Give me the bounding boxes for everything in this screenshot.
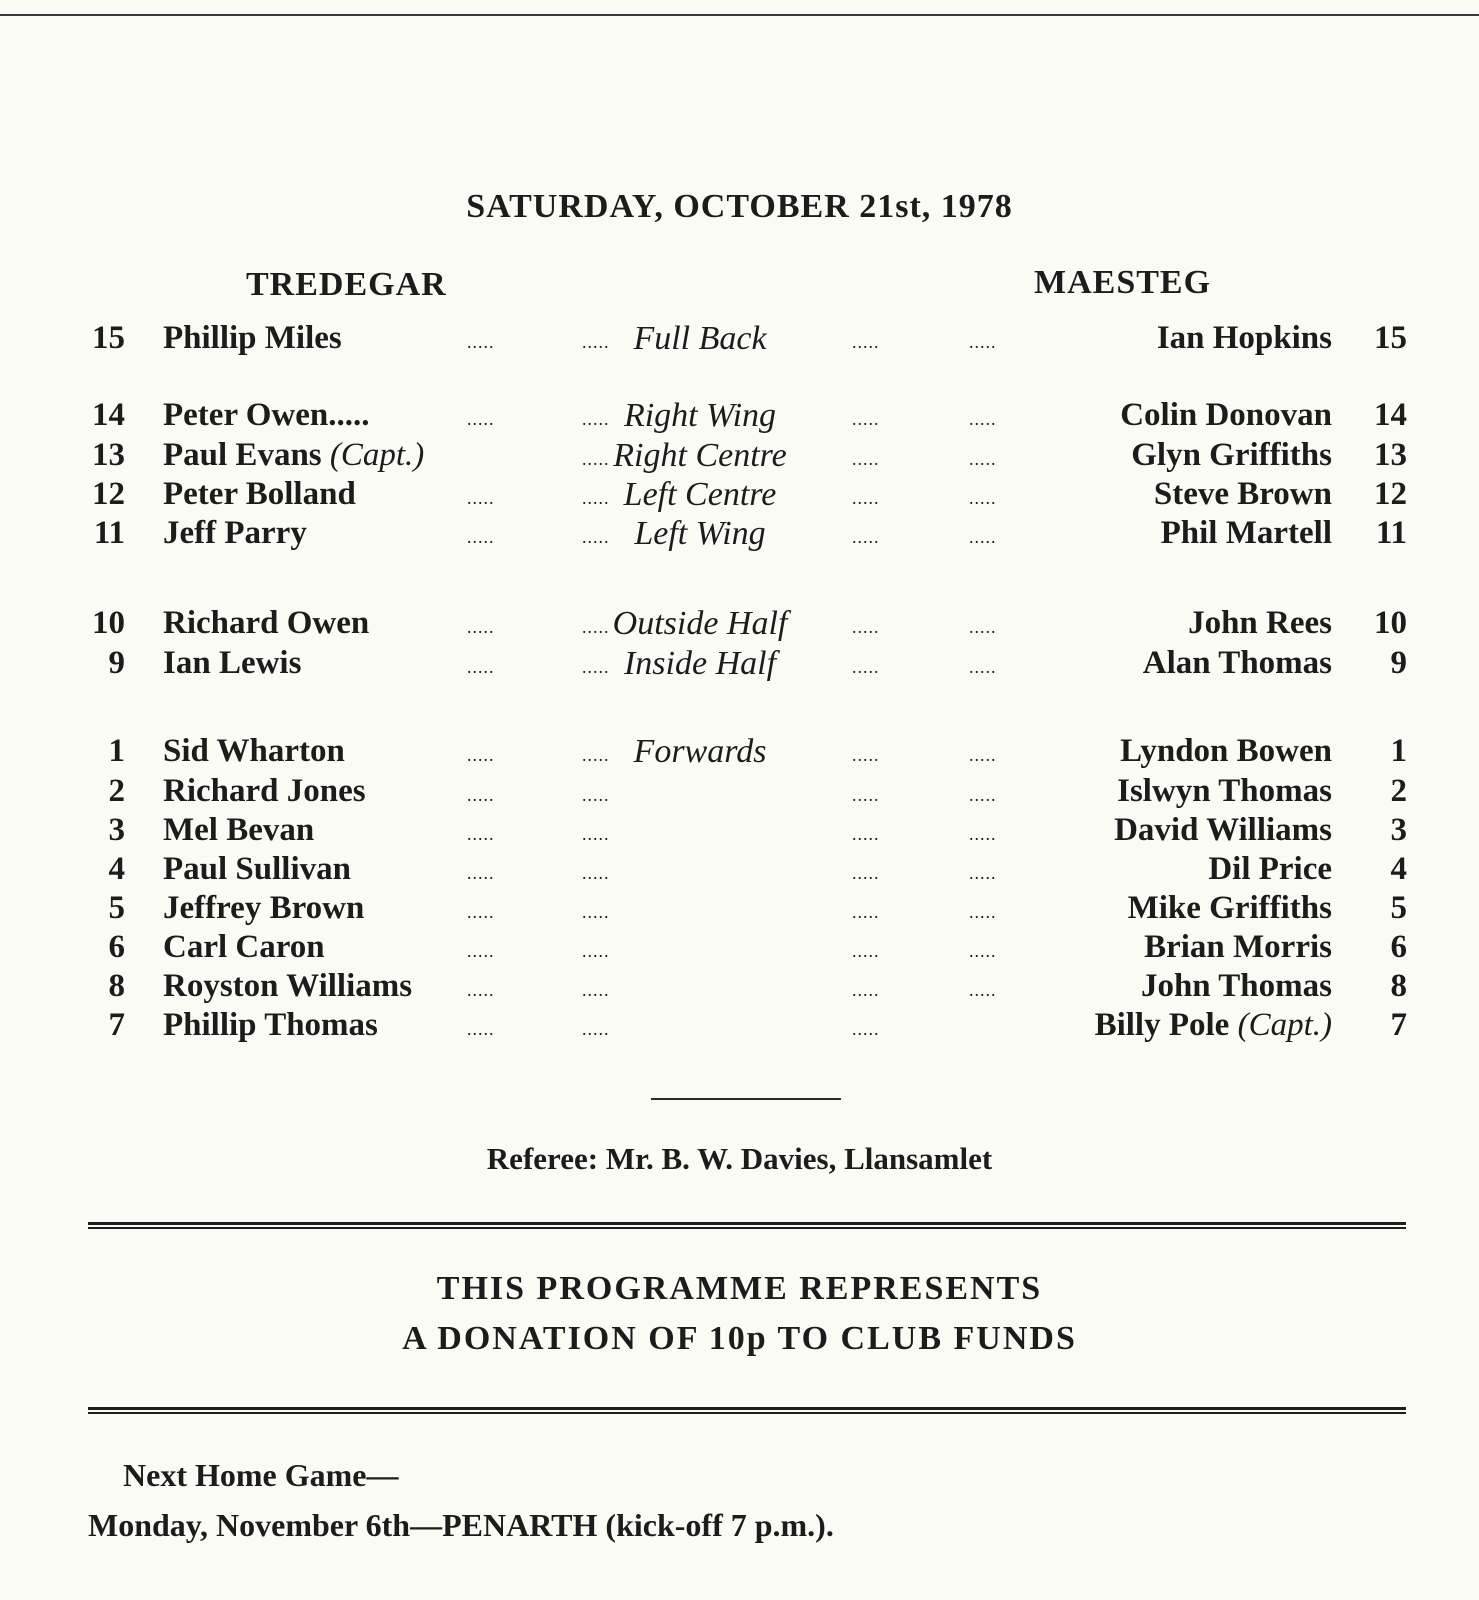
home-player-name-text: Richard Jones — [163, 773, 366, 809]
away-player-number: 4 — [1390, 851, 1407, 887]
home-player-name — [163, 476, 356, 513]
home-player-name — [163, 645, 301, 682]
home-player-number: 8 — [108, 968, 125, 1004]
home-player-name-text: Peter Owen..... — [163, 397, 370, 433]
home-player-number: 7 — [108, 1007, 125, 1043]
away-player-name — [1131, 437, 1332, 474]
position-label-text: Right Centre — [613, 437, 787, 474]
leader-dots: ..... — [969, 657, 997, 677]
home-player-number: 10 — [92, 605, 125, 641]
match-date: SATURDAY, OCTOBER 21st, 1978 — [466, 188, 1013, 225]
away-player-name — [1117, 773, 1332, 810]
leader-dots: ..... — [582, 409, 610, 429]
leader-dots: ..... — [852, 824, 880, 844]
leader-dots: ..... — [582, 745, 610, 765]
away-player-name-text: Glyn Griffiths — [1131, 437, 1332, 473]
leader-dots: ..... — [467, 863, 495, 883]
leader-dots: ..... — [582, 902, 610, 922]
lineup-row — [0, 733, 1479, 773]
home-player-name — [163, 773, 366, 810]
leader-dots: ..... — [582, 824, 610, 844]
home-player-name — [163, 929, 325, 966]
referee-line: Referee: Mr. B. W. Davies, Llansamlet — [486, 1141, 993, 1176]
position-label-text: Outside Half — [612, 605, 788, 642]
home-player-name — [163, 851, 351, 888]
away-player-name-text: Islwyn Thomas — [1117, 773, 1332, 809]
leader-dots: ..... — [582, 527, 610, 547]
away-player-name — [1143, 645, 1332, 682]
away-player-name-text: David Williams — [1114, 812, 1332, 848]
lineup-row — [0, 437, 1479, 477]
away-player-name-text: Brian Morris — [1144, 929, 1332, 965]
home-player-name-text: Phillip Miles — [163, 320, 342, 356]
away-player-name-text: Alan Thomas — [1142, 645, 1332, 681]
away-player-name — [1144, 929, 1332, 966]
leader-dots: ..... — [969, 824, 997, 844]
position-label-text: Full Back — [633, 320, 767, 357]
home-player-number: 4 — [108, 851, 125, 887]
home-player-name-text: Paul Evans — [163, 437, 322, 473]
home-player-name — [163, 1007, 378, 1044]
home-player-name — [163, 437, 424, 474]
position-label-text: Right Wing — [623, 397, 777, 434]
home-player-name-text: Jeff Parry — [163, 515, 307, 551]
away-player-number: 10 — [1374, 605, 1407, 641]
leader-dots: ..... — [582, 1019, 610, 1039]
leader-dots: ..... — [852, 617, 880, 637]
away-player-name — [1120, 733, 1332, 770]
leader-dots: ..... — [582, 488, 610, 508]
next-home-game-title: Next Home Game— — [123, 1457, 399, 1493]
home-player-name-text: Paul Sullivan — [163, 851, 351, 887]
leader-dots: ..... — [467, 527, 495, 547]
home-player-number: 5 — [108, 890, 125, 926]
home-player-number: 13 — [92, 437, 125, 473]
leader-dots: ..... — [969, 488, 997, 508]
leader-dots: ..... — [969, 863, 997, 883]
leader-dots: ..... — [852, 449, 880, 469]
home-player-number: 11 — [93, 515, 125, 551]
home-player-name — [163, 397, 370, 434]
away-player-number: 13 — [1374, 437, 1407, 473]
leader-dots: ..... — [852, 902, 880, 922]
leader-dots: ..... — [969, 902, 997, 922]
lineup-row — [0, 890, 1479, 930]
lineup-row — [0, 812, 1479, 852]
position-label-text: Left Wing — [634, 515, 766, 552]
programme-notice-line1: THIS PROGRAMME REPRESENTS — [436, 1270, 1043, 1307]
away-player-name — [1157, 320, 1332, 357]
captain-marker: (Capt.) — [1237, 1007, 1332, 1043]
leader-dots: ..... — [852, 745, 880, 765]
leader-dots: ..... — [467, 657, 495, 677]
position-label-text: Forwards — [633, 733, 767, 770]
leader-dots: ..... — [969, 745, 997, 765]
leader-dots: ..... — [582, 449, 610, 469]
leader-dots: ..... — [467, 980, 495, 1000]
leader-dots: ..... — [969, 527, 997, 547]
home-player-number: 2 — [108, 773, 125, 809]
away-player-name — [1154, 476, 1332, 513]
leader-dots: ..... — [969, 617, 997, 637]
lineup-row — [0, 968, 1479, 1008]
leader-dots: ..... — [969, 332, 997, 352]
home-player-name-text: Mel Bevan — [163, 812, 315, 848]
leader-dots: ..... — [467, 488, 495, 508]
leader-dots: ..... — [467, 745, 495, 765]
home-player-number: 12 — [92, 476, 125, 512]
captain-marker: (Capt.) — [329, 437, 425, 473]
away-player-name-text: John Thomas — [1140, 968, 1332, 1004]
leader-dots: ..... — [852, 488, 880, 508]
home-player-name-text: Jeffrey Brown — [163, 890, 365, 926]
away-player-number: 8 — [1390, 968, 1407, 1004]
leader-dots: ..... — [969, 980, 997, 1000]
lineup-row — [0, 605, 1479, 645]
away-player-name — [1161, 515, 1332, 552]
home-player-number: 14 — [92, 397, 125, 433]
leader-dots: ..... — [467, 617, 495, 637]
top-border-rule — [0, 14, 1479, 16]
programme-notice-line2: A DONATION OF 10p TO CLUB FUNDS — [402, 1320, 1077, 1357]
home-player-name — [163, 890, 364, 927]
home-player-name — [163, 812, 314, 849]
away-player-name — [1188, 605, 1332, 642]
leader-dots: ..... — [467, 824, 495, 844]
leader-dots: ..... — [969, 409, 997, 429]
away-player-name-text: Steve Brown — [1153, 476, 1332, 512]
leader-dots: ..... — [582, 785, 610, 805]
leader-dots: ..... — [467, 785, 495, 805]
position-label-text: Inside Half — [623, 645, 777, 682]
away-player-number: 6 — [1390, 929, 1407, 965]
away-player-name-text: Mike Griffiths — [1127, 890, 1332, 926]
next-home-game-detail: Monday, November 6th—PENARTH (kick-off 7 p.m.). — [88, 1507, 834, 1543]
away-team-heading: MAESTEG — [1034, 264, 1212, 301]
home-player-number: 6 — [108, 929, 125, 965]
away-player-name-text: Lyndon Bowen — [1120, 733, 1332, 769]
home-team-heading: TREDEGAR — [246, 266, 447, 303]
leader-dots: ..... — [582, 657, 610, 677]
leader-dots: ..... — [467, 941, 495, 961]
leader-dots: ..... — [467, 902, 495, 922]
away-player-name — [1114, 812, 1332, 849]
leader-dots: ..... — [852, 785, 880, 805]
away-player-name — [1120, 397, 1332, 434]
leader-dots: ..... — [969, 941, 997, 961]
home-player-name-text: Sid Wharton — [163, 733, 345, 769]
away-player-number: 1 — [1390, 733, 1407, 769]
leader-dots: ..... — [852, 527, 880, 547]
away-player-name — [1208, 851, 1332, 888]
home-player-name-text: Royston Williams — [163, 968, 413, 1004]
leader-dots: ..... — [969, 449, 997, 469]
leader-dots: ..... — [969, 785, 997, 805]
home-player-name-text: Ian Lewis — [163, 645, 302, 681]
leader-dots: ..... — [852, 941, 880, 961]
home-player-name — [163, 968, 412, 1005]
away-player-number: 11 — [1375, 515, 1407, 551]
lineup-row — [0, 515, 1479, 555]
double-rule-lower — [88, 1407, 1406, 1414]
away-player-number: 9 — [1390, 645, 1407, 681]
leader-dots: ..... — [852, 1019, 880, 1039]
leader-dots: ..... — [582, 980, 610, 1000]
away-player-name-text: John Rees — [1188, 605, 1332, 641]
home-player-name-text: Peter Bolland — [163, 476, 356, 512]
leader-dots: ..... — [582, 941, 610, 961]
home-player-name-text: Richard Owen — [163, 605, 370, 641]
leader-dots: ..... — [852, 863, 880, 883]
away-player-name-text: Phil Martell — [1160, 515, 1332, 551]
section-divider — [651, 1098, 841, 1100]
position-label-text: Left Centre — [623, 476, 777, 513]
leader-dots: ..... — [582, 863, 610, 883]
away-player-name-text: Ian Hopkins — [1156, 320, 1332, 356]
home-player-number: 15 — [92, 320, 125, 356]
leader-dots: ..... — [582, 332, 610, 352]
leader-dots: ..... — [467, 409, 495, 429]
leader-dots: ..... — [467, 332, 495, 352]
leader-dots: ..... — [852, 409, 880, 429]
lineup-row — [0, 397, 1479, 437]
lineup-row — [0, 320, 1479, 360]
lineup-row — [0, 476, 1479, 516]
home-player-name-text: Phillip Thomas — [163, 1007, 378, 1043]
home-player-name — [163, 320, 342, 357]
lineup-row — [0, 851, 1479, 891]
home-player-name — [163, 605, 369, 642]
lineup-row — [0, 1007, 1479, 1047]
double-rule-upper — [88, 1222, 1406, 1229]
away-player-number: 2 — [1390, 773, 1407, 809]
away-player-name-text: Colin Donovan — [1120, 397, 1332, 433]
away-player-number: 15 — [1374, 320, 1407, 356]
leader-dots: ..... — [852, 332, 880, 352]
lineup-row — [0, 645, 1479, 685]
away-player-name-text: Dil Price — [1208, 851, 1332, 887]
away-player-name — [1128, 890, 1332, 927]
home-player-number: 9 — [108, 645, 125, 681]
away-player-number: 12 — [1374, 476, 1407, 512]
away-player-number: 7 — [1390, 1007, 1407, 1043]
home-player-name-text: Carl Caron — [163, 929, 325, 965]
away-player-number: 5 — [1390, 890, 1407, 926]
leader-dots: ..... — [852, 657, 880, 677]
away-player-number: 14 — [1374, 397, 1407, 433]
home-player-name — [163, 733, 345, 770]
leader-dots: ..... — [852, 980, 880, 1000]
home-player-number: 3 — [108, 812, 125, 848]
lineup-row — [0, 929, 1479, 969]
leader-dots: ..... — [582, 617, 610, 637]
home-player-number: 1 — [108, 733, 125, 769]
home-player-name — [163, 515, 307, 552]
away-player-number: 3 — [1390, 812, 1407, 848]
leader-dots: ..... — [467, 1019, 495, 1039]
away-player-name-text: Billy Pole — [1094, 1007, 1230, 1043]
away-player-name — [1095, 1007, 1332, 1044]
away-player-name — [1141, 968, 1332, 1005]
lineup-row — [0, 773, 1479, 813]
